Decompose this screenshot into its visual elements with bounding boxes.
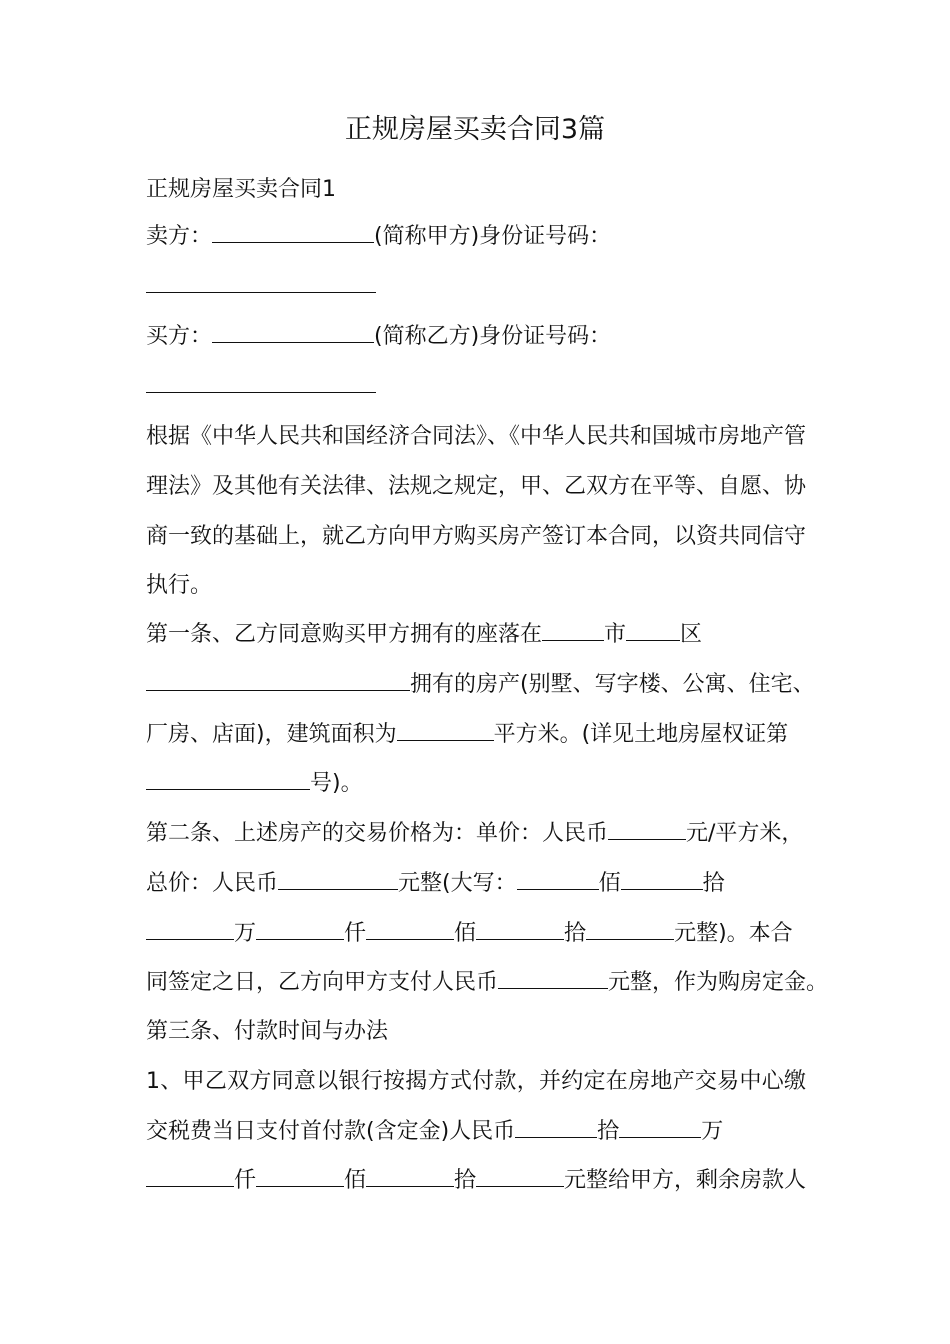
- city-blank: [542, 618, 604, 641]
- district-blank: [626, 618, 680, 641]
- address-blank: [146, 668, 410, 691]
- article2-text: 元整，作为购房定金。: [608, 970, 829, 995]
- amount-blank: [515, 1115, 597, 1138]
- article2-line4: [146, 966, 828, 1000]
- article1-district-label: 区: [680, 622, 703, 647]
- article1-text: 平方米。(详见土地房屋权证第: [493, 722, 789, 747]
- article1-line1: [146, 618, 702, 652]
- amount-blank: [586, 917, 674, 940]
- article2-text: 总价：人民币: [146, 871, 279, 896]
- article1-city-label: 市: [604, 622, 627, 647]
- amount-blank: [476, 1164, 564, 1187]
- amount-blank: [517, 867, 599, 890]
- article1-line4: [146, 767, 363, 801]
- article3-text: 交税费当日支付首付款(含定金)人民币: [146, 1119, 516, 1144]
- buyer-suffix: (简称乙方)身份证号码：: [374, 324, 612, 349]
- preamble-line: 理法》及其他有关法律、法规之规定，甲、乙双方在平等、自愿、协: [146, 474, 807, 499]
- buyer-id-line: [146, 370, 376, 404]
- buyer-line: [146, 320, 611, 354]
- article2-text: 元整)。本合: [674, 921, 793, 946]
- article1-text: 号)。: [310, 771, 363, 796]
- buyer-name-blank: [212, 320, 374, 343]
- article3-line1: 1、甲乙双方同意以银行按揭方式付款，并约定在房地产交易中心缴: [146, 1069, 806, 1094]
- article2-text: 第二条、上述房产的交易价格为：单价：人民币: [146, 821, 609, 846]
- article3-line2: [146, 1115, 723, 1149]
- amount-blank: [366, 917, 454, 940]
- unit-price-blank: [608, 817, 686, 840]
- certificate-number-blank: [146, 767, 310, 790]
- article1-text: 第一条、乙方同意购买甲方拥有的座落在: [146, 622, 543, 647]
- article3-text: 仟: [234, 1168, 257, 1193]
- article3-text: 拾: [597, 1119, 620, 1144]
- seller-line: [146, 220, 611, 254]
- preamble-line: 商一致的基础上，就乙方向甲方购买房产签订本合同，以资共同信守: [146, 524, 807, 549]
- article3-line3: [146, 1164, 806, 1198]
- article3-text: 元整给甲方，剩余房款人: [564, 1168, 807, 1193]
- amount-blank: [476, 917, 564, 940]
- article2-line1: [146, 817, 803, 851]
- article3-text: 万: [701, 1119, 724, 1144]
- amount-blank: [256, 1164, 344, 1187]
- article2-line3: [146, 917, 793, 951]
- article3-heading: 第三条、付款时间与办法: [146, 1019, 389, 1044]
- article2-text: 拾: [564, 921, 587, 946]
- seller-name-blank: [212, 220, 374, 243]
- article2-text: 元/平方米，: [686, 821, 804, 846]
- buyer-label: 买方：: [146, 324, 213, 349]
- article3-text: 拾: [454, 1168, 477, 1193]
- preamble-line: 执行。: [146, 573, 213, 598]
- article2-text: 元整(大写：: [398, 871, 517, 896]
- article1-text: 拥有的房产(别墅、写字楼、公寓、住宅、: [410, 672, 815, 697]
- article3-text: 佰: [344, 1168, 367, 1193]
- article2-text: 佰: [598, 871, 621, 896]
- amount-blank: [619, 1115, 701, 1138]
- section-title: 正规房屋买卖合同1: [146, 177, 336, 202]
- article1-text: 厂房、店面)，建筑面积为: [146, 722, 397, 747]
- amount-blank: [256, 917, 344, 940]
- amount-blank: [146, 917, 234, 940]
- deposit-blank: [498, 966, 608, 989]
- area-blank: [397, 718, 494, 741]
- amount-blank: [146, 1164, 234, 1187]
- preamble-line: 根据《中华人民共和国经济合同法》、《中华人民共和国城市房地产管: [146, 424, 807, 449]
- total-price-blank: [278, 867, 398, 890]
- article2-text: 同签定之日，乙方向甲方支付人民币: [146, 970, 499, 995]
- article1-line3: [146, 718, 788, 752]
- article2-text: 拾: [702, 871, 725, 896]
- article2-text: 佰: [454, 921, 477, 946]
- seller-id-line: [146, 270, 376, 304]
- article2-text: 万: [234, 921, 257, 946]
- seller-suffix: (简称甲方)身份证号码：: [374, 224, 612, 249]
- amount-blank: [621, 867, 703, 890]
- article2-text: 仟: [344, 921, 367, 946]
- seller-label: 卖方：: [146, 224, 213, 249]
- article1-line2: [146, 668, 815, 702]
- seller-id-blank: [146, 270, 376, 293]
- document-title: 正规房屋买卖合同3篇: [344, 114, 606, 145]
- article2-line2: [146, 867, 725, 901]
- buyer-id-blank: [146, 370, 376, 393]
- amount-blank: [366, 1164, 454, 1187]
